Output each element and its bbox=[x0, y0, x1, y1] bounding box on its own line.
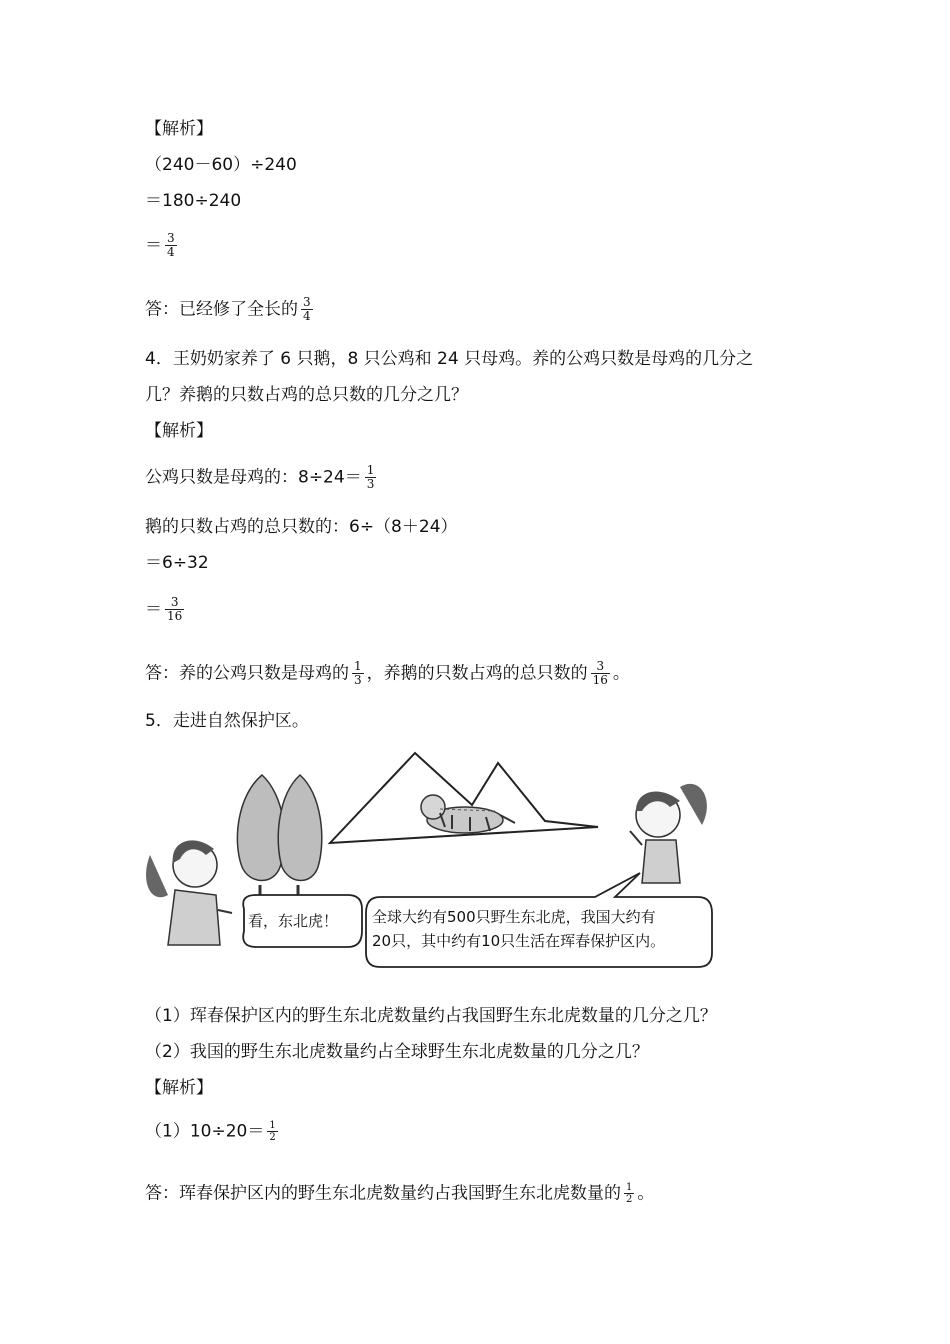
q5-sub1: （1）珲春保护区内的野生东北虎数量约占我国野生东北虎数量的几分之几？ bbox=[145, 1006, 717, 1026]
q4-calc2: 鹅的只数占鸡的总只数的：6÷（8＋24） bbox=[145, 517, 458, 537]
fraction-denominator: 16 bbox=[167, 609, 183, 623]
fraction-denominator: 16 bbox=[592, 673, 608, 687]
speech-bubble-left-text: 看，东北虎！ bbox=[248, 912, 339, 930]
q3-step3-prefix: ＝ bbox=[145, 235, 162, 256]
q5-calc1-fraction bbox=[267, 1120, 277, 1143]
q5-calc1-text: （1）10÷20＝ bbox=[145, 1121, 265, 1142]
fraction-numerator: 3 bbox=[167, 231, 175, 245]
q5-answer-text: 答：珲春保护区内的野生东北虎数量约占我国野生东北虎数量的 bbox=[145, 1183, 621, 1204]
fraction-numerator: 3 bbox=[591, 660, 610, 674]
q4-calc1-text: 公鸡只数是母鸡的：8÷24＝ bbox=[145, 467, 362, 488]
q3-fraction bbox=[165, 232, 177, 259]
q4-calc4-fraction bbox=[165, 596, 184, 623]
q5-answer-fraction bbox=[624, 1182, 634, 1205]
q4-calc1 bbox=[145, 464, 379, 491]
fraction-numerator: 1 bbox=[269, 1120, 276, 1131]
q4-calc4-prefix: ＝ bbox=[145, 599, 162, 620]
speech-bubble-right-line2: 20只，其中约有10只生活在珲春保护区内。 bbox=[372, 932, 666, 950]
speech-bubble-right-line1: 全球大约有500只野生东北虎，我国大约有 bbox=[372, 908, 656, 926]
q4-answer-part2: ，养鹅的只数占鸡的总只数的 bbox=[366, 663, 588, 684]
analysis-heading-q3: 【解析】 bbox=[145, 119, 213, 139]
q4-calc4 bbox=[145, 596, 187, 623]
fraction-denominator: 2 bbox=[269, 1132, 276, 1143]
fraction-denominator: 3 bbox=[366, 477, 375, 491]
q5-answer bbox=[145, 1182, 654, 1205]
q4-calc3: ＝6÷32 bbox=[145, 553, 209, 573]
q3-answer-text: 答：已经修了全长的 bbox=[145, 299, 298, 320]
fraction-denominator: 2 bbox=[626, 1194, 633, 1205]
q4-answer-fraction2 bbox=[591, 660, 610, 687]
tree-icon bbox=[278, 775, 322, 897]
fraction-denominator: 3 bbox=[354, 673, 362, 687]
q3-answer-fraction bbox=[301, 296, 313, 323]
fraction-numerator: 3 bbox=[165, 596, 184, 610]
q4-question-line2: 几？养鹅的只数占鸡的总只数的几分之几？ bbox=[145, 385, 468, 405]
fraction-numerator: 3 bbox=[303, 295, 311, 309]
fraction-numerator: 1 bbox=[626, 1182, 633, 1193]
q3-step3 bbox=[145, 232, 180, 259]
q5-calc1 bbox=[145, 1120, 281, 1143]
q3-answer bbox=[145, 296, 316, 323]
girl-right-icon bbox=[630, 784, 707, 883]
q5-sub2: （2）我国的野生东北虎数量约占全球野生东北虎数量的几分之几？ bbox=[145, 1042, 649, 1062]
fraction-numerator: 1 bbox=[354, 659, 362, 673]
q5-answer-end: 。 bbox=[637, 1183, 655, 1204]
fraction-denominator: 4 bbox=[303, 309, 311, 323]
analysis-heading-q5: 【解析】 bbox=[145, 1078, 213, 1098]
q4-answer-end: 。 bbox=[612, 663, 630, 684]
nature-reserve-illustration bbox=[140, 745, 720, 975]
q4-question-line1: 4．王奶奶家养了 6 只鹅，8 只公鸡和 24 只母鸡。养的公鸡只数是母鸡的几分之 bbox=[145, 349, 754, 369]
analysis-heading-q4: 【解析】 bbox=[145, 421, 213, 441]
girl-left-icon bbox=[146, 840, 232, 945]
q4-answer bbox=[145, 660, 630, 687]
q3-step2: ＝180÷240 bbox=[145, 191, 242, 211]
q3-step1: （240－60）÷240 bbox=[145, 155, 297, 175]
fraction-denominator: 4 bbox=[167, 245, 175, 259]
q5-title: 5．走进自然保护区。 bbox=[145, 711, 309, 731]
q4-answer-part1: 答：养的公鸡只数是母鸡的 bbox=[145, 663, 349, 684]
q4-answer-fraction1 bbox=[352, 660, 364, 687]
q4-calc1-fraction bbox=[365, 464, 377, 491]
fraction-numerator: 1 bbox=[366, 463, 375, 477]
